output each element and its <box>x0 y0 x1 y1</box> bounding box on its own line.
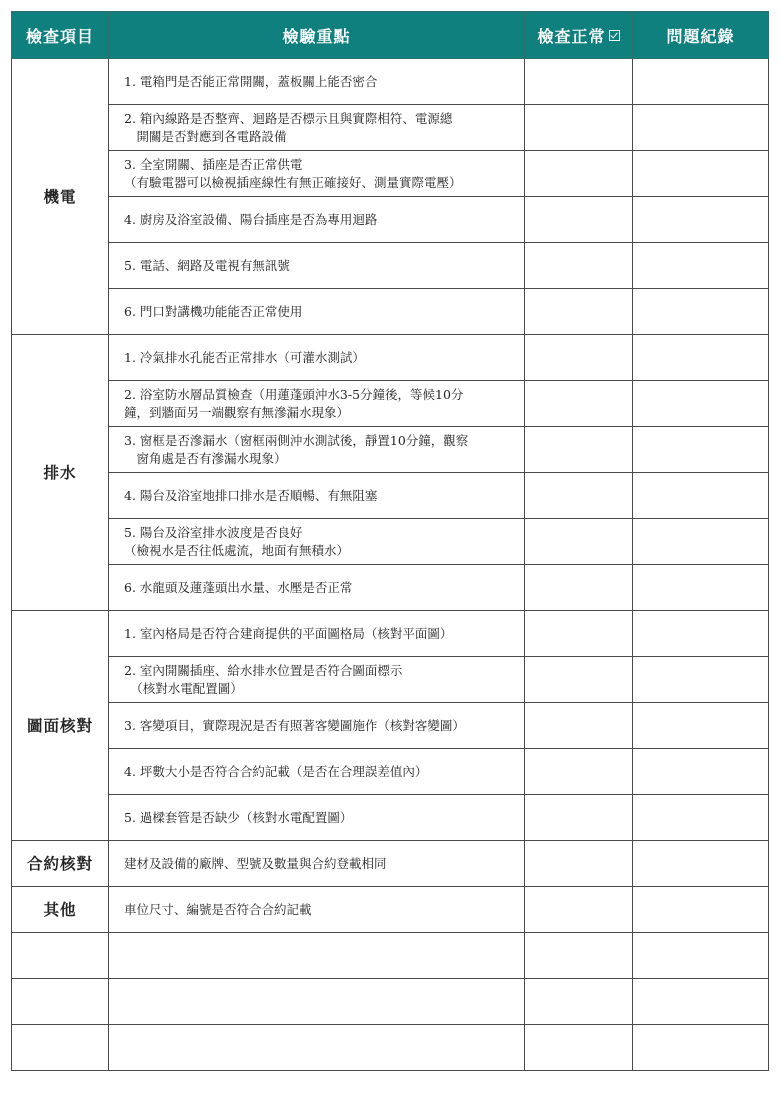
check-normal-cell[interactable] <box>525 565 633 611</box>
header-check-normal-label: 檢查正常 <box>537 26 606 46</box>
inspection-point-text: 開關是否對應到各電路設備 <box>124 128 287 144</box>
issue-record-cell[interactable] <box>633 703 769 749</box>
header-issue-record: 問題紀錄 <box>633 12 769 59</box>
issue-record-cell[interactable] <box>633 657 769 703</box>
inspection-point-text: 4. 陽台及浴室地排口排水是否順暢、有無阻塞 <box>124 487 378 503</box>
table-row <box>12 381 769 427</box>
inspection-point-text: 4. 廚房及浴室設備、陽台插座是否為專用迴路 <box>124 211 378 227</box>
table-row <box>12 197 769 243</box>
check-normal-cell[interactable] <box>525 979 633 1025</box>
table-row <box>12 887 769 933</box>
check-normal-cell[interactable] <box>525 197 633 243</box>
inspection-point-text: 3. 全室開關、插座是否正常供電 <box>124 156 303 172</box>
issue-record-cell[interactable] <box>633 519 769 565</box>
inspection-point-cell <box>109 197 525 243</box>
inspection-point-text: （有驗電器可以檢視插座線性有無正確接好、測量實際電壓） <box>124 174 462 190</box>
table-row <box>12 59 769 105</box>
issue-record-cell[interactable] <box>633 289 769 335</box>
table-row <box>12 243 769 289</box>
check-normal-cell[interactable] <box>525 105 633 151</box>
inspection-point-cell <box>109 473 525 519</box>
issue-record-cell[interactable] <box>633 795 769 841</box>
inspection-point-text: 2. 室內開關插座、給水排水位置是否符合圖面標示 <box>124 662 403 678</box>
check-normal-cell[interactable] <box>525 151 633 197</box>
inspection-point-cell <box>109 657 525 703</box>
issue-record-cell[interactable] <box>633 381 769 427</box>
inspection-point-cell <box>109 335 525 381</box>
blank-focus-cell <box>109 933 525 979</box>
checklist-body <box>12 59 769 1071</box>
check-normal-cell[interactable] <box>525 611 633 657</box>
table-row <box>12 657 769 703</box>
inspection-point-text: 1. 冷氣排水孔能否正常排水（可灌水測試） <box>124 349 365 365</box>
check-normal-cell[interactable] <box>525 381 633 427</box>
header-row <box>12 12 769 59</box>
check-normal-cell[interactable] <box>525 335 633 381</box>
table-row <box>12 841 769 887</box>
check-normal-cell[interactable] <box>525 749 633 795</box>
inspection-point-text: 3. 窗框是否滲漏水（窗框兩側沖水測試後，靜置10分鐘，觀察 <box>124 432 469 448</box>
table-row <box>12 473 769 519</box>
header-inspection-focus: 檢驗重點 <box>109 12 525 59</box>
issue-record-cell[interactable] <box>633 473 769 519</box>
issue-record-cell[interactable] <box>633 335 769 381</box>
category-cell-contract: 合約核對 <box>12 841 109 887</box>
inspection-point-text: 5. 陽台及浴室排水波度是否良好 <box>124 524 303 540</box>
inspection-point-text: 2. 箱內線路是否整齊、迴路是否標示且與實際相符、電源總 <box>124 110 453 126</box>
check-normal-cell[interactable] <box>525 519 633 565</box>
header-inspection-item: 檢查項目 <box>12 12 109 59</box>
check-normal-cell[interactable] <box>525 795 633 841</box>
inspection-point-cell <box>109 887 525 933</box>
table-row <box>12 289 769 335</box>
check-normal-cell[interactable] <box>525 243 633 289</box>
issue-record-cell[interactable] <box>633 979 769 1025</box>
issue-record-cell[interactable] <box>633 887 769 933</box>
check-normal-cell[interactable] <box>525 841 633 887</box>
blank-item-cell <box>12 933 109 979</box>
table-row <box>12 427 769 473</box>
issue-record-cell[interactable] <box>633 197 769 243</box>
inspection-point-cell <box>109 289 525 335</box>
table-row <box>12 703 769 749</box>
inspection-point-cell <box>109 841 525 887</box>
inspection-point-text: 2. 浴室防水層品質檢查（用蓮蓬頭沖水3-5分鐘後，等候10分 <box>124 386 464 402</box>
inspection-point-text: 6. 水龍頭及蓮蓬頭出水量、水壓是否正常 <box>124 579 353 595</box>
inspection-point-text: （檢視水是否往低處流，地面有無積水） <box>124 542 350 558</box>
inspection-point-text: 鐘，到牆面另一端觀察有無滲漏水現象） <box>124 404 350 420</box>
inspection-point-text: 窗角處是否有滲漏水現象） <box>124 450 287 466</box>
category-cell-other: 其他 <box>12 887 109 933</box>
inspection-point-text: 4. 坪數大小是否符合合約記載（是否在合理誤差值內） <box>124 763 428 779</box>
table-row <box>12 749 769 795</box>
inspection-point-cell <box>109 795 525 841</box>
issue-record-cell[interactable] <box>633 427 769 473</box>
inspection-point-text: 6. 門口對講機功能能否正常使用 <box>124 303 303 319</box>
table-row <box>12 151 769 197</box>
blank-focus-cell <box>109 979 525 1025</box>
header-check-normal <box>525 12 633 59</box>
issue-record-cell[interactable] <box>633 151 769 197</box>
inspection-point-cell <box>109 749 525 795</box>
table-row <box>12 565 769 611</box>
inspection-point-cell <box>109 151 525 197</box>
inspection-point-text: （核對水電配置圖） <box>124 680 243 696</box>
blank-focus-cell <box>109 1025 525 1071</box>
inspection-point-cell <box>109 611 525 657</box>
blank-row <box>12 933 769 979</box>
inspection-point-text: 建材及設備的廠牌、型號及數量與合約登載相同 <box>124 855 387 871</box>
check-normal-cell[interactable] <box>525 427 633 473</box>
inspection-point-cell <box>109 381 525 427</box>
inspection-point-text: 5. 電話、網路及電視有無訊號 <box>124 257 290 273</box>
check-normal-cell[interactable] <box>525 473 633 519</box>
blank-item-cell <box>12 979 109 1025</box>
inspection-checklist-table <box>11 11 769 1071</box>
table-row <box>12 519 769 565</box>
inspection-point-text: 5. 過樑套管是否缺少（核對水電配置圖） <box>124 809 353 825</box>
issue-record-cell[interactable] <box>633 841 769 887</box>
inspection-point-cell <box>109 427 525 473</box>
blank-row <box>12 979 769 1025</box>
inspection-point-cell <box>109 703 525 749</box>
issue-record-cell[interactable] <box>633 933 769 979</box>
blank-item-cell <box>12 1025 109 1071</box>
inspection-point-text: 1. 電箱門是否能正常開關，蓋板關上能否密合 <box>124 73 378 89</box>
issue-record-cell[interactable] <box>633 611 769 657</box>
checkbox-icon <box>609 30 620 41</box>
issue-record-cell[interactable] <box>633 105 769 151</box>
check-normal-cell[interactable] <box>525 289 633 335</box>
category-cell-plan: 圖面核對 <box>12 611 109 841</box>
inspection-point-cell <box>109 519 525 565</box>
issue-record-cell[interactable] <box>633 1025 769 1071</box>
inspection-point-text: 3. 客變項目，實際現況是否有照著客變圖施作（核對客變圖） <box>124 717 465 733</box>
inspection-point-cell <box>109 565 525 611</box>
issue-record-cell[interactable] <box>633 243 769 289</box>
issue-record-cell[interactable] <box>633 59 769 105</box>
check-normal-cell[interactable] <box>525 657 633 703</box>
check-normal-cell[interactable] <box>525 1025 633 1071</box>
category-cell-electric: 機電 <box>12 59 109 335</box>
blank-row <box>12 1025 769 1071</box>
category-cell-drainage: 排水 <box>12 335 109 611</box>
table-row <box>12 795 769 841</box>
check-normal-cell[interactable] <box>525 703 633 749</box>
check-normal-cell[interactable] <box>525 59 633 105</box>
check-normal-cell[interactable] <box>525 933 633 979</box>
table-row <box>12 335 769 381</box>
check-normal-cell[interactable] <box>525 887 633 933</box>
issue-record-cell[interactable] <box>633 749 769 795</box>
inspection-point-text: 1. 室內格局是否符合建商提供的平面圖格局（核對平面圖） <box>124 625 453 641</box>
table-row <box>12 105 769 151</box>
inspection-point-cell <box>109 243 525 289</box>
issue-record-cell[interactable] <box>633 565 769 611</box>
inspection-point-cell <box>109 59 525 105</box>
table-row <box>12 611 769 657</box>
inspection-point-cell <box>109 105 525 151</box>
inspection-point-text: 車位尺寸、編號是否符合合約記載 <box>124 901 312 917</box>
